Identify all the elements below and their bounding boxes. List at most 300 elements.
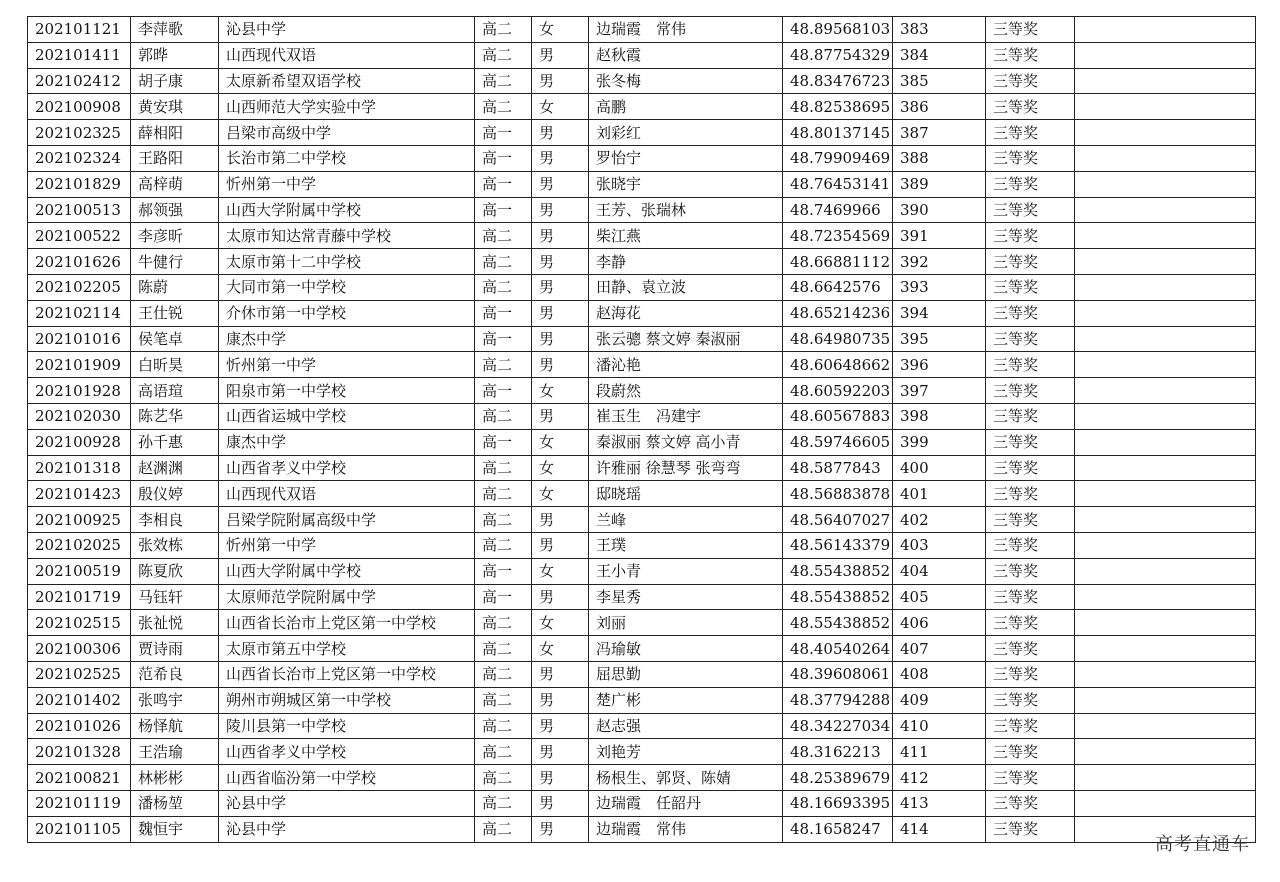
rank-cell: 408 — [893, 661, 986, 687]
id-cell: 202100522 — [28, 223, 131, 249]
gender-cell: 女 — [532, 378, 589, 404]
school-cell: 沁县中学 — [219, 17, 475, 43]
award-cell: 三等奖 — [986, 352, 1075, 378]
school-cell: 大同市第一中学校 — [219, 274, 475, 300]
school-cell: 太原市知达常青藤中学校 — [219, 223, 475, 249]
rank-cell: 392 — [893, 249, 986, 275]
award-cell: 三等奖 — [986, 765, 1075, 791]
gender-cell: 女 — [532, 17, 589, 43]
table-row — [28, 171, 1256, 197]
table-row — [28, 687, 1256, 713]
score-cell: 48.64980735 — [783, 326, 893, 352]
empty-cell — [1075, 661, 1256, 687]
table-body — [28, 17, 1256, 843]
table-row — [28, 326, 1256, 352]
rank-cell: 393 — [893, 274, 986, 300]
score-cell: 48.56407027 — [783, 507, 893, 533]
empty-cell — [1075, 713, 1256, 739]
grade-cell: 高二 — [475, 481, 532, 507]
table-row — [28, 816, 1256, 842]
gender-cell: 女 — [532, 429, 589, 455]
table-row — [28, 739, 1256, 765]
table-row — [28, 17, 1256, 43]
empty-cell — [1075, 455, 1256, 481]
teacher-cell: 屈思勤 — [589, 661, 783, 687]
teacher-cell: 段蔚然 — [589, 378, 783, 404]
score-cell: 48.60648662 — [783, 352, 893, 378]
teacher-cell: 潘沁艳 — [589, 352, 783, 378]
id-cell: 202100513 — [28, 197, 131, 223]
grade-cell: 高二 — [475, 352, 532, 378]
name-cell: 白昕昊 — [131, 352, 219, 378]
gender-cell: 男 — [532, 584, 589, 610]
empty-cell — [1075, 120, 1256, 146]
table-row — [28, 610, 1256, 636]
empty-cell — [1075, 274, 1256, 300]
grade-cell: 高一 — [475, 326, 532, 352]
name-cell: 高语瑄 — [131, 378, 219, 404]
id-cell: 202102515 — [28, 610, 131, 636]
school-cell: 忻州第一中学 — [219, 532, 475, 558]
table-row — [28, 274, 1256, 300]
empty-cell — [1075, 94, 1256, 120]
grade-cell: 高二 — [475, 713, 532, 739]
id-cell: 202101928 — [28, 378, 131, 404]
name-cell: 侯笔卓 — [131, 326, 219, 352]
grade-cell: 高二 — [475, 223, 532, 249]
name-cell: 马钰轩 — [131, 584, 219, 610]
award-cell: 三等奖 — [986, 661, 1075, 687]
id-cell: 202100908 — [28, 94, 131, 120]
gender-cell: 男 — [532, 145, 589, 171]
award-table — [27, 16, 1256, 843]
school-cell: 山西省长治市上党区第一中学校 — [219, 610, 475, 636]
empty-cell — [1075, 197, 1256, 223]
gender-cell: 男 — [532, 790, 589, 816]
teacher-cell: 杨根生、郭贤、陈婧 — [589, 765, 783, 791]
table-row — [28, 790, 1256, 816]
table-row — [28, 197, 1256, 223]
award-cell: 三等奖 — [986, 455, 1075, 481]
teacher-cell: 邸晓瑶 — [589, 481, 783, 507]
empty-cell — [1075, 507, 1256, 533]
award-cell: 三等奖 — [986, 739, 1075, 765]
school-cell: 太原新希望双语学校 — [219, 68, 475, 94]
school-cell: 太原市第十二中学校 — [219, 249, 475, 275]
empty-cell — [1075, 636, 1256, 662]
grade-cell: 高二 — [475, 636, 532, 662]
rank-cell: 389 — [893, 171, 986, 197]
id-cell: 202101411 — [28, 42, 131, 68]
rank-cell: 401 — [893, 481, 986, 507]
empty-cell — [1075, 171, 1256, 197]
rank-cell: 394 — [893, 300, 986, 326]
rank-cell: 404 — [893, 558, 986, 584]
rank-cell: 386 — [893, 94, 986, 120]
teacher-cell: 赵海花 — [589, 300, 783, 326]
teacher-cell: 冯瑜敏 — [589, 636, 783, 662]
school-cell: 阳泉市第一中学校 — [219, 378, 475, 404]
award-cell: 三等奖 — [986, 42, 1075, 68]
name-cell: 王路阳 — [131, 145, 219, 171]
grade-cell: 高二 — [475, 42, 532, 68]
gender-cell: 女 — [532, 610, 589, 636]
grade-cell: 高一 — [475, 378, 532, 404]
score-cell: 48.5877843 — [783, 455, 893, 481]
gender-cell: 男 — [532, 816, 589, 842]
teacher-cell: 刘艳芳 — [589, 739, 783, 765]
empty-cell — [1075, 687, 1256, 713]
name-cell: 陈蔚 — [131, 274, 219, 300]
score-cell: 48.87754329 — [783, 42, 893, 68]
score-cell: 48.37794288 — [783, 687, 893, 713]
id-cell: 202101016 — [28, 326, 131, 352]
name-cell: 殷仪婷 — [131, 481, 219, 507]
id-cell: 202101328 — [28, 739, 131, 765]
table-row — [28, 94, 1256, 120]
score-cell: 48.76453141 — [783, 171, 893, 197]
rank-cell: 409 — [893, 687, 986, 713]
id-cell: 202102114 — [28, 300, 131, 326]
school-cell: 山西省孝义中学校 — [219, 455, 475, 481]
empty-cell — [1075, 223, 1256, 249]
empty-cell — [1075, 300, 1256, 326]
id-cell: 202102525 — [28, 661, 131, 687]
school-cell: 山西大学附属中学校 — [219, 197, 475, 223]
school-cell: 吕梁学院附属高级中学 — [219, 507, 475, 533]
empty-cell — [1075, 532, 1256, 558]
id-cell: 202102325 — [28, 120, 131, 146]
rank-cell: 384 — [893, 42, 986, 68]
rank-cell: 406 — [893, 610, 986, 636]
grade-cell: 高二 — [475, 687, 532, 713]
name-cell: 胡子康 — [131, 68, 219, 94]
teacher-cell: 刘彩红 — [589, 120, 783, 146]
rank-cell: 402 — [893, 507, 986, 533]
teacher-cell: 张晓宇 — [589, 171, 783, 197]
table-row — [28, 429, 1256, 455]
rank-cell: 383 — [893, 17, 986, 43]
teacher-cell: 许雅丽 徐慧琴 张弯弯 — [589, 455, 783, 481]
award-cell: 三等奖 — [986, 610, 1075, 636]
table-row — [28, 584, 1256, 610]
score-cell: 48.3162213 — [783, 739, 893, 765]
empty-cell — [1075, 429, 1256, 455]
empty-cell — [1075, 326, 1256, 352]
name-cell: 林彬彬 — [131, 765, 219, 791]
score-cell: 48.25389679 — [783, 765, 893, 791]
school-cell: 山西省临汾第一中学校 — [219, 765, 475, 791]
school-cell: 陵川县第一中学校 — [219, 713, 475, 739]
id-cell: 202101026 — [28, 713, 131, 739]
name-cell: 黄安琪 — [131, 94, 219, 120]
name-cell: 郭晔 — [131, 42, 219, 68]
empty-cell — [1075, 790, 1256, 816]
teacher-cell: 高鹏 — [589, 94, 783, 120]
grade-cell: 高一 — [475, 197, 532, 223]
score-cell: 48.59746605 — [783, 429, 893, 455]
score-cell: 48.7469966 — [783, 197, 893, 223]
name-cell: 李相良 — [131, 507, 219, 533]
name-cell: 赵渊渊 — [131, 455, 219, 481]
score-cell: 48.72354569 — [783, 223, 893, 249]
award-cell: 三等奖 — [986, 403, 1075, 429]
empty-cell — [1075, 765, 1256, 791]
empty-cell — [1075, 68, 1256, 94]
school-cell: 吕梁市高级中学 — [219, 120, 475, 146]
rank-cell: 388 — [893, 145, 986, 171]
gender-cell: 男 — [532, 507, 589, 533]
award-cell: 三等奖 — [986, 507, 1075, 533]
name-cell: 陈夏欣 — [131, 558, 219, 584]
name-cell: 张鸣宇 — [131, 687, 219, 713]
grade-cell: 高二 — [475, 455, 532, 481]
name-cell: 范希良 — [131, 661, 219, 687]
name-cell: 贾诗雨 — [131, 636, 219, 662]
name-cell: 陈艺华 — [131, 403, 219, 429]
rank-cell: 391 — [893, 223, 986, 249]
grade-cell: 高二 — [475, 765, 532, 791]
grade-cell: 高一 — [475, 171, 532, 197]
score-cell: 48.79909469 — [783, 145, 893, 171]
name-cell: 王仕锐 — [131, 300, 219, 326]
table-row — [28, 145, 1256, 171]
teacher-cell: 崔玉生 冯建宇 — [589, 403, 783, 429]
school-cell: 忻州第一中学 — [219, 352, 475, 378]
id-cell: 202102412 — [28, 68, 131, 94]
score-cell: 48.16693395 — [783, 790, 893, 816]
gender-cell: 男 — [532, 687, 589, 713]
grade-cell: 高二 — [475, 403, 532, 429]
table-row — [28, 765, 1256, 791]
score-cell: 48.56883878 — [783, 481, 893, 507]
id-cell: 202101423 — [28, 481, 131, 507]
table-row — [28, 713, 1256, 739]
rank-cell: 412 — [893, 765, 986, 791]
id-cell: 202101719 — [28, 584, 131, 610]
teacher-cell: 赵秋霞 — [589, 42, 783, 68]
score-cell: 48.56143379 — [783, 532, 893, 558]
award-cell: 三等奖 — [986, 532, 1075, 558]
teacher-cell: 刘丽 — [589, 610, 783, 636]
gender-cell: 男 — [532, 765, 589, 791]
name-cell: 牛健行 — [131, 249, 219, 275]
gender-cell: 男 — [532, 249, 589, 275]
school-cell: 康杰中学 — [219, 429, 475, 455]
score-cell: 48.89568103 — [783, 17, 893, 43]
gender-cell: 女 — [532, 636, 589, 662]
school-cell: 长治市第二中学校 — [219, 145, 475, 171]
id-cell: 202102030 — [28, 403, 131, 429]
grade-cell: 高二 — [475, 610, 532, 636]
grade-cell: 高二 — [475, 94, 532, 120]
empty-cell — [1075, 378, 1256, 404]
award-cell: 三等奖 — [986, 481, 1075, 507]
empty-cell — [1075, 42, 1256, 68]
name-cell: 高梓萌 — [131, 171, 219, 197]
gender-cell: 男 — [532, 739, 589, 765]
id-cell: 202100519 — [28, 558, 131, 584]
empty-cell — [1075, 403, 1256, 429]
gender-cell: 男 — [532, 326, 589, 352]
award-cell: 三等奖 — [986, 326, 1075, 352]
teacher-cell: 张冬梅 — [589, 68, 783, 94]
id-cell: 202102324 — [28, 145, 131, 171]
name-cell: 杨怿航 — [131, 713, 219, 739]
award-cell: 三等奖 — [986, 68, 1075, 94]
gender-cell: 男 — [532, 171, 589, 197]
score-cell: 48.82538695 — [783, 94, 893, 120]
grade-cell: 高一 — [475, 120, 532, 146]
teacher-cell: 兰峰 — [589, 507, 783, 533]
grade-cell: 高二 — [475, 17, 532, 43]
award-cell: 三等奖 — [986, 17, 1075, 43]
rank-cell: 407 — [893, 636, 986, 662]
award-cell: 三等奖 — [986, 713, 1075, 739]
id-cell: 202101318 — [28, 455, 131, 481]
table-row — [28, 378, 1256, 404]
teacher-cell: 罗怡宁 — [589, 145, 783, 171]
empty-cell — [1075, 352, 1256, 378]
id-cell: 202101626 — [28, 249, 131, 275]
id-cell: 202100306 — [28, 636, 131, 662]
grade-cell: 高二 — [475, 507, 532, 533]
award-cell: 三等奖 — [986, 223, 1075, 249]
award-cell: 三等奖 — [986, 197, 1075, 223]
school-cell: 沁县中学 — [219, 816, 475, 842]
teacher-cell: 田静、袁立波 — [589, 274, 783, 300]
watermark-text: 高考直通车 — [1155, 834, 1250, 855]
name-cell: 李彦昕 — [131, 223, 219, 249]
award-cell: 三等奖 — [986, 171, 1075, 197]
rank-cell: 399 — [893, 429, 986, 455]
gender-cell: 男 — [532, 300, 589, 326]
id-cell: 202101119 — [28, 790, 131, 816]
award-cell: 三等奖 — [986, 429, 1075, 455]
award-cell: 三等奖 — [986, 687, 1075, 713]
rank-cell: 398 — [893, 403, 986, 429]
rank-cell: 395 — [893, 326, 986, 352]
score-cell: 48.55438852 — [783, 558, 893, 584]
gender-cell: 男 — [532, 274, 589, 300]
grade-cell: 高一 — [475, 429, 532, 455]
school-cell: 山西现代双语 — [219, 42, 475, 68]
rank-cell: 390 — [893, 197, 986, 223]
empty-cell — [1075, 584, 1256, 610]
id-cell: 202101402 — [28, 687, 131, 713]
gender-cell: 女 — [532, 481, 589, 507]
grade-cell: 高二 — [475, 790, 532, 816]
empty-cell — [1075, 610, 1256, 636]
gender-cell: 男 — [532, 197, 589, 223]
id-cell: 202102025 — [28, 532, 131, 558]
school-cell: 介休市第一中学校 — [219, 300, 475, 326]
award-cell: 三等奖 — [986, 274, 1075, 300]
award-cell: 三等奖 — [986, 94, 1075, 120]
score-cell: 48.40540264 — [783, 636, 893, 662]
score-cell: 48.55438852 — [783, 610, 893, 636]
rank-cell: 413 — [893, 790, 986, 816]
gender-cell: 女 — [532, 558, 589, 584]
teacher-cell: 李静 — [589, 249, 783, 275]
gender-cell: 男 — [532, 713, 589, 739]
award-cell: 三等奖 — [986, 558, 1075, 584]
teacher-cell: 秦淑丽 蔡文婷 高小青 — [589, 429, 783, 455]
id-cell: 202100925 — [28, 507, 131, 533]
teacher-cell: 赵志强 — [589, 713, 783, 739]
id-cell: 202100821 — [28, 765, 131, 791]
grade-cell: 高一 — [475, 300, 532, 326]
name-cell: 李萍歌 — [131, 17, 219, 43]
gender-cell: 男 — [532, 403, 589, 429]
rank-cell: 414 — [893, 816, 986, 842]
score-cell: 48.66881112 — [783, 249, 893, 275]
grade-cell: 高一 — [475, 558, 532, 584]
school-cell: 山西省孝义中学校 — [219, 739, 475, 765]
grade-cell: 高二 — [475, 249, 532, 275]
rank-cell: 405 — [893, 584, 986, 610]
teacher-cell: 张云骢 蔡文婷 秦淑丽 — [589, 326, 783, 352]
rank-cell: 385 — [893, 68, 986, 94]
score-cell: 48.80137145 — [783, 120, 893, 146]
teacher-cell: 李星秀 — [589, 584, 783, 610]
table-row — [28, 661, 1256, 687]
teacher-cell: 王芳、张瑞林 — [589, 197, 783, 223]
school-cell: 山西省长治市上党区第一中学校 — [219, 661, 475, 687]
table-row — [28, 636, 1256, 662]
rank-cell: 396 — [893, 352, 986, 378]
gender-cell: 男 — [532, 223, 589, 249]
grade-cell: 高二 — [475, 274, 532, 300]
table-row — [28, 68, 1256, 94]
name-cell: 张效栋 — [131, 532, 219, 558]
award-cell: 三等奖 — [986, 120, 1075, 146]
score-cell: 48.60567883 — [783, 403, 893, 429]
teacher-cell: 边瑞霞 常伟 — [589, 816, 783, 842]
empty-cell — [1075, 17, 1256, 43]
name-cell: 潘杨堃 — [131, 790, 219, 816]
grade-cell: 高二 — [475, 661, 532, 687]
award-cell: 三等奖 — [986, 378, 1075, 404]
id-cell: 202100928 — [28, 429, 131, 455]
teacher-cell: 柴江燕 — [589, 223, 783, 249]
school-cell: 沁县中学 — [219, 790, 475, 816]
empty-cell — [1075, 481, 1256, 507]
grade-cell: 高二 — [475, 739, 532, 765]
table-row — [28, 223, 1256, 249]
school-cell: 忻州第一中学 — [219, 171, 475, 197]
table-row — [28, 120, 1256, 146]
gender-cell: 男 — [532, 68, 589, 94]
empty-cell — [1075, 558, 1256, 584]
teacher-cell: 楚广彬 — [589, 687, 783, 713]
score-cell: 48.39608061 — [783, 661, 893, 687]
gender-cell: 女 — [532, 455, 589, 481]
empty-cell — [1075, 249, 1256, 275]
gender-cell: 男 — [532, 661, 589, 687]
id-cell: 202101105 — [28, 816, 131, 842]
table-row — [28, 558, 1256, 584]
gender-cell: 男 — [532, 120, 589, 146]
school-cell: 山西现代双语 — [219, 481, 475, 507]
table-row — [28, 249, 1256, 275]
award-cell: 三等奖 — [986, 636, 1075, 662]
teacher-cell: 边瑞霞 任韶丹 — [589, 790, 783, 816]
school-cell: 朔州市朔城区第一中学校 — [219, 687, 475, 713]
name-cell: 薛相阳 — [131, 120, 219, 146]
rank-cell: 403 — [893, 532, 986, 558]
score-cell: 48.60592203 — [783, 378, 893, 404]
